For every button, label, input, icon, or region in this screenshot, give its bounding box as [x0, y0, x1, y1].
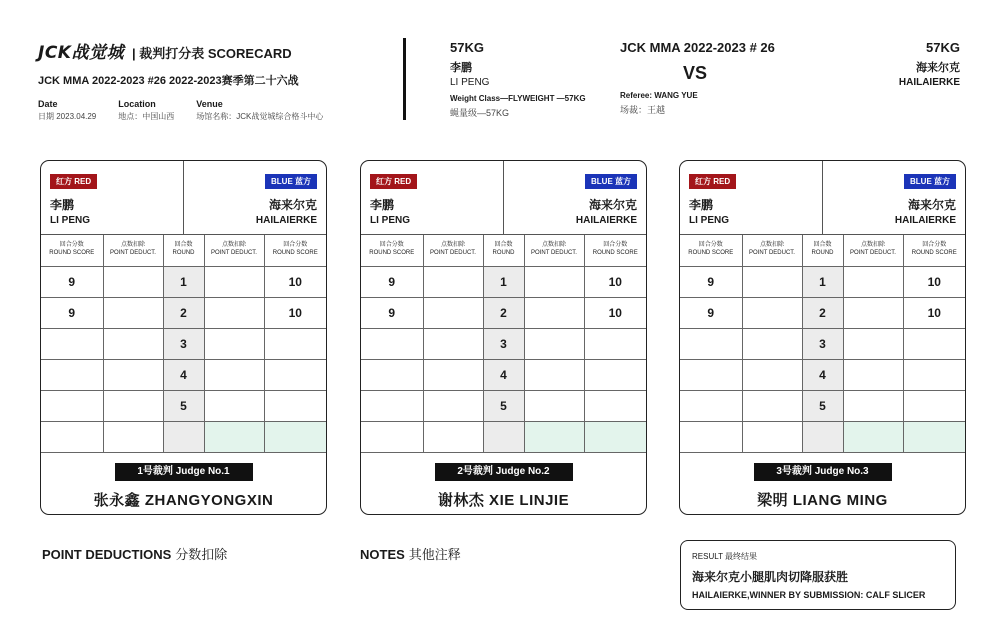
col-red-score-cn: 回合分数	[379, 242, 404, 249]
referee-cn: 场裁：王越	[620, 105, 666, 115]
col-red-score-en: ROUND SCORE	[369, 250, 415, 257]
blue-round-score: 10	[584, 297, 646, 328]
blue-name-en: HAILAIERKE	[898, 77, 960, 88]
red-corner-name-cn: 李鹏	[50, 198, 75, 212]
round-number: 4	[483, 359, 524, 390]
judge-badge: 3号裁判 Judge No.3	[754, 463, 892, 481]
round-number: 2	[483, 297, 524, 328]
red-total-deduct	[103, 421, 163, 452]
event-number: JCK MMA 2022-2023 # 26	[620, 40, 775, 55]
red-fighter-info	[450, 40, 586, 119]
col-blue-score	[584, 235, 646, 266]
score-table-header	[41, 235, 326, 266]
red-total	[361, 421, 423, 452]
round-row	[41, 390, 326, 421]
round-row	[41, 266, 326, 297]
result-box	[680, 540, 956, 610]
round-number: 4	[163, 359, 204, 390]
notes-en: NOTES	[360, 547, 405, 562]
judge-name: 谢林杰 XIE LINJIE	[437, 491, 570, 509]
red-tag: 红方 RED	[50, 174, 97, 189]
blue-name-cn: 海来尔克	[916, 62, 960, 74]
blue-corner-name-cn: 海来尔克	[907, 198, 956, 212]
blue-round-score	[903, 359, 965, 390]
round-number: 1	[163, 266, 204, 297]
col-red-score-cn: 回合分数	[59, 242, 84, 249]
col-red-score	[41, 235, 103, 266]
blue-weight: 57KG	[926, 40, 960, 55]
judge-name: 张永鑫 ZHANGYONGXIN	[93, 491, 274, 509]
meta-venue	[196, 99, 323, 122]
judge-card-1	[40, 160, 327, 515]
blue-point-deduct	[524, 359, 584, 390]
blue-round-score: 10	[584, 266, 646, 297]
col-round-en: ROUND	[811, 250, 834, 257]
red-point-deduct	[423, 359, 483, 390]
col-blue-score-en: ROUND SCORE	[911, 250, 957, 257]
red-round-score	[361, 359, 423, 390]
vs-label: VS	[682, 63, 707, 83]
red-round-score: 9	[680, 266, 742, 297]
red-point-deduct	[423, 266, 483, 297]
meta-location-value: 地点：中国山西	[118, 112, 175, 121]
red-point-deduct	[423, 390, 483, 421]
round-row	[680, 359, 965, 390]
col-red-score-cn: 回合分数	[698, 242, 723, 249]
result-cn: 海来尔克小腿肌肉切降服获胜	[692, 570, 849, 584]
meta-venue-value: 场馆名称：JCK战觉城综合格斗中心	[196, 112, 324, 121]
col-round-en: ROUND	[492, 250, 515, 257]
red-point-deduct	[742, 390, 802, 421]
red-tag: 红方 RED	[370, 174, 417, 189]
col-red-deduct-en: POINT DEDUCT.	[749, 250, 795, 257]
red-point-deduct	[103, 390, 163, 421]
weight-class-cn: 蝇量级—57KG	[450, 108, 510, 118]
red-point-deduct	[423, 297, 483, 328]
round-row	[680, 266, 965, 297]
blue-point-deduct	[204, 359, 264, 390]
red-round-score: 9	[361, 266, 423, 297]
judge-badge: 1号裁判 Judge No.1	[115, 463, 253, 481]
blue-point-deduct	[843, 328, 903, 359]
judge-card-2	[360, 160, 647, 515]
brand	[38, 38, 292, 63]
blue-point-deduct	[843, 390, 903, 421]
blue-point-deduct	[524, 297, 584, 328]
round-row	[680, 297, 965, 328]
col-blue-score-cn: 回合分数	[603, 242, 628, 249]
blue-total	[584, 421, 646, 452]
red-round-score	[41, 390, 103, 421]
col-blue-score-cn: 回合分数	[283, 242, 308, 249]
blue-tag: BLUE 蓝方	[904, 174, 956, 189]
col-red-deduct-cn: 点数扣除	[440, 242, 465, 249]
blue-point-deduct	[843, 297, 903, 328]
weight-class: Weight Class—FLYWEIGHT —57KG	[450, 94, 586, 103]
red-point-deduct	[103, 266, 163, 297]
card-corners	[361, 161, 646, 235]
blue-point-deduct	[843, 266, 903, 297]
meta-venue-key: Venue	[196, 99, 223, 109]
col-blue-deduct-cn: 点数扣除	[860, 242, 885, 249]
blue-round-score	[584, 359, 646, 390]
blue-total-deduct	[524, 421, 584, 452]
card-corners	[41, 161, 326, 235]
blue-point-deduct	[204, 390, 264, 421]
blue-round-score	[264, 390, 326, 421]
red-corner	[361, 161, 504, 234]
total-row	[361, 421, 646, 452]
col-blue-score-en: ROUND SCORE	[272, 250, 318, 257]
col-round-cn: 回合数	[813, 242, 832, 249]
scorecard-header	[0, 0, 1000, 140]
total-round-cell	[163, 421, 204, 452]
col-blue-score-cn: 回合分数	[922, 242, 947, 249]
score-table	[680, 235, 965, 453]
red-round-score: 9	[680, 297, 742, 328]
red-corner-name-en: LI PENG	[689, 215, 730, 226]
col-red-score-en: ROUND SCORE	[688, 250, 734, 257]
round-row	[361, 359, 646, 390]
col-red-deduct	[742, 235, 802, 266]
blue-total-deduct	[843, 421, 903, 452]
blue-tag: BLUE 蓝方	[585, 174, 637, 189]
round-row	[361, 266, 646, 297]
result-en: HAILAIERKE,WINNER BY SUBMISSION: CALF SLICER	[692, 590, 926, 600]
judge-badge: 2号裁判 Judge No.2	[435, 463, 573, 481]
blue-corner-name-cn: 海来尔克	[588, 198, 637, 212]
round-row	[41, 297, 326, 328]
red-corner-name-cn: 李鹏	[370, 198, 395, 212]
blue-round-score: 10	[264, 297, 326, 328]
round-row	[361, 328, 646, 359]
blue-total	[264, 421, 326, 452]
blue-corner-name-en: HAILAIERKE	[894, 215, 956, 226]
col-blue-score-en: ROUND SCORE	[592, 250, 638, 257]
col-blue-deduct-en: POINT DEDUCT.	[850, 250, 896, 257]
blue-round-score: 10	[903, 297, 965, 328]
red-round-score: 9	[41, 266, 103, 297]
red-point-deduct	[742, 328, 802, 359]
red-round-score	[361, 390, 423, 421]
col-blue-deduct	[204, 235, 264, 266]
col-round	[483, 235, 524, 266]
blue-total-deduct	[204, 421, 264, 452]
col-blue-deduct-en: POINT DEDUCT.	[531, 250, 577, 257]
total-row	[680, 421, 965, 452]
red-corner-name-en: LI PENG	[50, 215, 91, 226]
score-table	[41, 235, 326, 453]
blue-round-score	[903, 328, 965, 359]
scorecard-title: | 裁判打分表 SCORECARD	[131, 46, 292, 61]
blue-fighter-info	[899, 40, 960, 88]
red-round-score	[41, 359, 103, 390]
col-blue-deduct	[843, 235, 903, 266]
col-blue-score	[903, 235, 965, 266]
blue-point-deduct	[204, 266, 264, 297]
red-corner	[680, 161, 823, 234]
result-label: RESULT 最终结果	[692, 552, 758, 561]
round-number: 2	[163, 297, 204, 328]
blue-point-deduct	[204, 328, 264, 359]
blue-round-score: 10	[903, 266, 965, 297]
red-point-deduct	[742, 359, 802, 390]
jck-logo: JCK战觉城	[38, 43, 124, 63]
meta-date-key: Date	[38, 99, 58, 109]
event-meta	[38, 99, 323, 122]
blue-corner-name-cn: 海来尔克	[268, 198, 317, 212]
red-point-deduct	[103, 297, 163, 328]
red-point-deduct	[103, 328, 163, 359]
meta-location	[118, 99, 174, 122]
score-table-header	[680, 235, 965, 266]
col-red-deduct	[423, 235, 483, 266]
blue-corner-name-en: HAILAIERKE	[575, 215, 637, 226]
red-round-score	[361, 328, 423, 359]
col-round	[163, 235, 204, 266]
meta-date-value: 日期 2023.04.29	[38, 112, 97, 121]
col-red-score	[361, 235, 423, 266]
red-corner-name-cn: 李鹏	[689, 198, 714, 212]
red-total	[41, 421, 103, 452]
col-round	[802, 235, 843, 266]
round-number: 1	[802, 266, 843, 297]
red-corner-name-en: LI PENG	[370, 215, 411, 226]
round-row	[361, 390, 646, 421]
col-round-cn: 回合数	[494, 242, 513, 249]
meta-date	[38, 99, 96, 122]
red-name-cn: 李鹏	[450, 62, 472, 74]
blue-point-deduct	[524, 266, 584, 297]
col-red-deduct-cn: 点数扣除	[120, 242, 145, 249]
round-row	[41, 359, 326, 390]
red-weight: 57KG	[450, 40, 484, 55]
total-round-cell	[802, 421, 843, 452]
col-red-deduct	[103, 235, 163, 266]
round-number: 4	[802, 359, 843, 390]
red-point-deduct	[423, 328, 483, 359]
red-round-score: 9	[361, 297, 423, 328]
blue-point-deduct	[524, 390, 584, 421]
blue-round-score	[584, 328, 646, 359]
blue-point-deduct	[204, 297, 264, 328]
round-row	[41, 328, 326, 359]
notes-label	[360, 544, 461, 563]
judge-card-3	[679, 160, 966, 515]
col-blue-score	[264, 235, 326, 266]
red-point-deduct	[103, 359, 163, 390]
round-number: 1	[483, 266, 524, 297]
blue-round-score	[264, 328, 326, 359]
blue-point-deduct	[524, 328, 584, 359]
header-divider	[403, 38, 406, 120]
event-line: JCK MMA 2022-2023 #26 2022-2023赛季第二十六战	[38, 75, 299, 87]
red-round-score: 9	[41, 297, 103, 328]
red-round-score	[680, 328, 742, 359]
col-red-deduct-en: POINT DEDUCT.	[110, 250, 156, 257]
blue-round-score	[903, 390, 965, 421]
round-number: 2	[802, 297, 843, 328]
notes-cn: 其他注释	[408, 547, 461, 562]
fight-center-info	[620, 40, 800, 116]
point-deductions-label	[42, 544, 227, 563]
score-table	[361, 235, 646, 453]
red-name-en: LI PENG	[450, 77, 490, 88]
blue-corner-name-en: HAILAIERKE	[255, 215, 317, 226]
red-corner	[41, 161, 184, 234]
col-round-cn: 回合数	[174, 242, 193, 249]
score-table-header	[361, 235, 646, 266]
col-round-en: ROUND	[172, 250, 195, 257]
total-row	[41, 421, 326, 452]
round-row	[680, 328, 965, 359]
col-red-deduct-cn: 点数扣除	[759, 242, 784, 249]
red-total-deduct	[423, 421, 483, 452]
round-number: 5	[483, 390, 524, 421]
red-total-deduct	[742, 421, 802, 452]
col-blue-deduct	[524, 235, 584, 266]
round-row	[680, 390, 965, 421]
round-number: 3	[483, 328, 524, 359]
red-round-score	[41, 328, 103, 359]
blue-tag: BLUE 蓝方	[265, 174, 317, 189]
judge-name: 梁明 LIANG MING	[757, 491, 888, 509]
red-point-deduct	[742, 266, 802, 297]
blue-round-score: 10	[264, 266, 326, 297]
point-deductions-en: POINT DEDUCTIONS	[42, 547, 172, 562]
blue-corner	[823, 161, 965, 234]
blue-total	[903, 421, 965, 452]
round-number: 3	[163, 328, 204, 359]
blue-point-deduct	[843, 359, 903, 390]
red-round-score	[680, 390, 742, 421]
col-red-score	[680, 235, 742, 266]
point-deductions-cn: 分数扣除	[175, 547, 228, 562]
col-red-deduct-en: POINT DEDUCT.	[430, 250, 476, 257]
col-blue-deduct-cn: 点数扣除	[541, 242, 566, 249]
blue-round-score	[584, 390, 646, 421]
referee: Referee: WANG YUE	[620, 91, 698, 100]
round-number: 3	[802, 328, 843, 359]
round-number: 5	[802, 390, 843, 421]
blue-corner	[504, 161, 646, 234]
round-number: 5	[163, 390, 204, 421]
red-tag: 红方 RED	[689, 174, 736, 189]
red-point-deduct	[742, 297, 802, 328]
card-corners	[680, 161, 965, 235]
col-blue-deduct-cn: 点数扣除	[221, 242, 246, 249]
blue-corner	[184, 161, 326, 234]
total-round-cell	[483, 421, 524, 452]
meta-location-key: Location	[118, 99, 156, 109]
blue-round-score	[264, 359, 326, 390]
col-blue-deduct-en: POINT DEDUCT.	[211, 250, 257, 257]
col-red-score-en: ROUND SCORE	[49, 250, 95, 257]
round-row	[361, 297, 646, 328]
red-round-score	[680, 359, 742, 390]
red-total	[680, 421, 742, 452]
